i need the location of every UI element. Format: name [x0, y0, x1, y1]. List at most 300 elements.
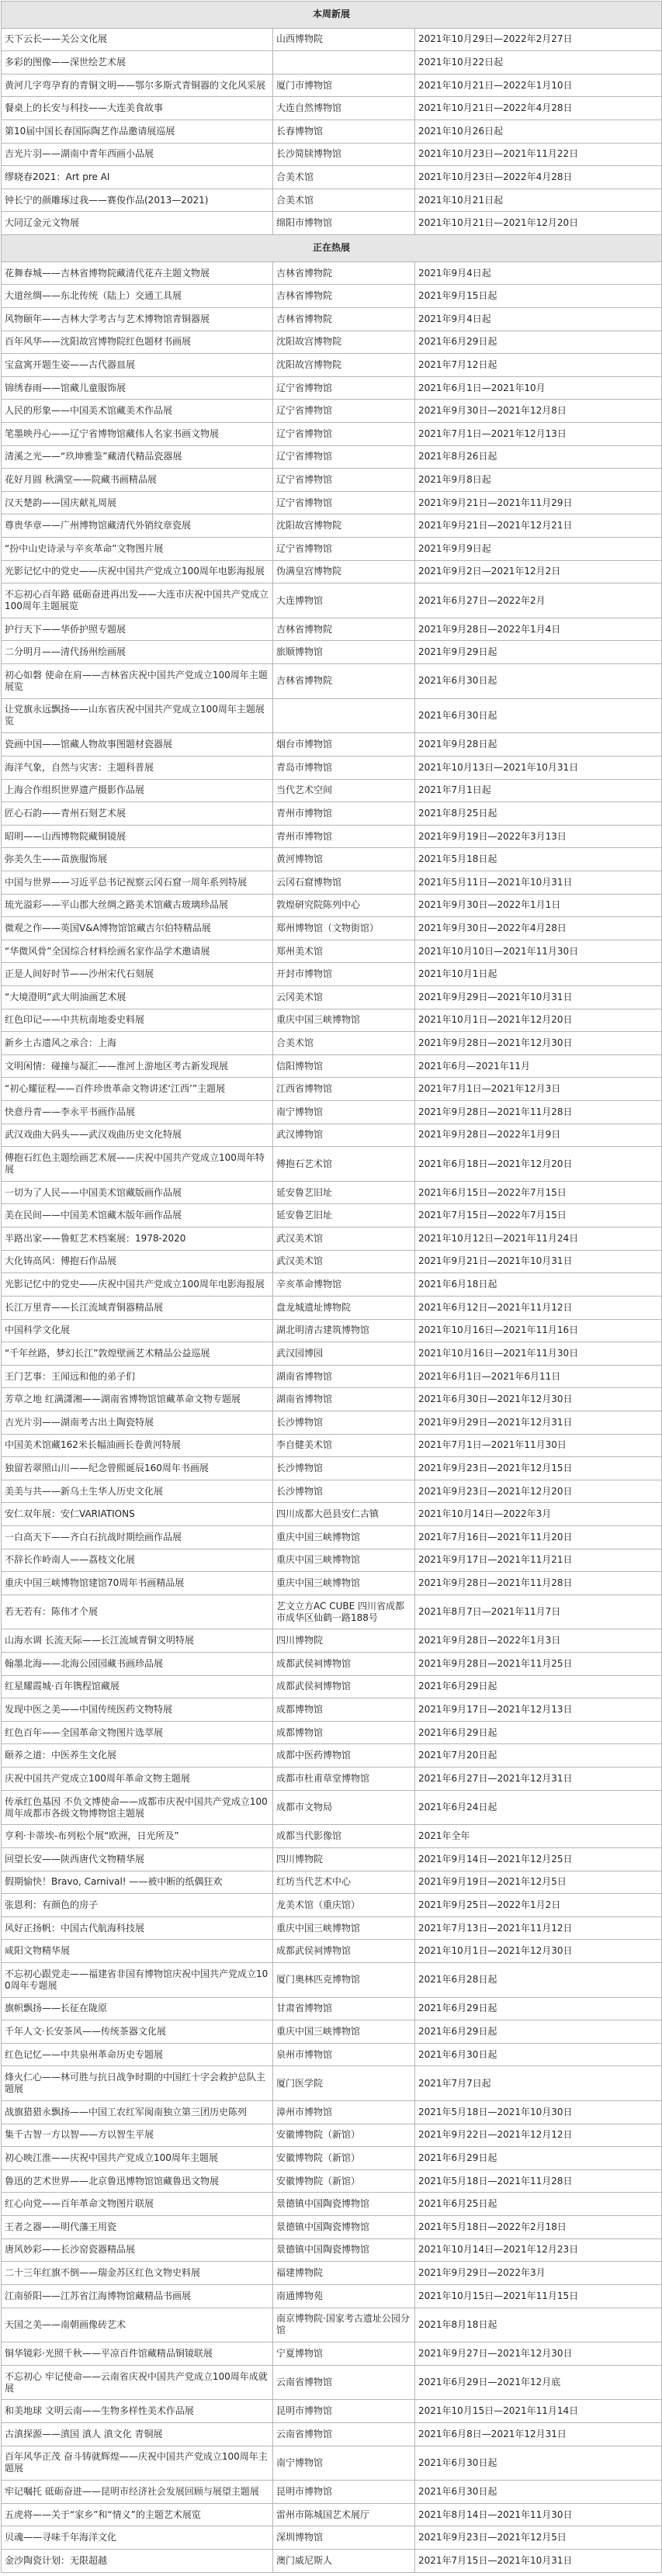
venue-cell: 旅顺博物馆	[273, 641, 415, 664]
exhibition-name-cell: “大境澄明”武大明油画艺术展	[2, 985, 273, 1009]
table-row	[2, 1653, 662, 1676]
date-range-cell: 2021年10月23日—2021年11月22日	[415, 143, 662, 166]
venue-cell: 重庆中国三峡博物馆	[273, 1009, 415, 1032]
venue-cell: 郑州美术馆	[273, 940, 415, 963]
exhibition-name-cell: 缪晓春2021：Art pre AI	[2, 166, 273, 189]
venue-cell: 吉林省博物院	[273, 307, 415, 331]
venue-cell: 成都武侯祠博物馆	[273, 1675, 415, 1698]
section-header-row	[2, 235, 662, 262]
date-range-cell: 2021年9月23日—2021年12月5日	[415, 2526, 662, 2550]
exhibition-table	[1, 1, 662, 2573]
date-range-cell: 2021年9月28日起	[415, 733, 662, 757]
table-row	[2, 1250, 662, 1273]
exhibition-name-cell: 尊贵华章——广州博物馆藏清代外销纹章瓷展	[2, 514, 273, 538]
venue-cell: 武汉美术馆	[273, 1227, 415, 1251]
venue-cell: 湖南省博物馆	[273, 1388, 415, 1411]
table-row	[2, 2101, 662, 2124]
date-range-cell: 2021年10月21日—2022年1月10日	[415, 74, 662, 97]
exhibition-name-cell: 王门艺事：王闻远和他的弟子们	[2, 1365, 273, 1388]
venue-cell: 成都博物馆	[273, 1721, 415, 1744]
table-row	[2, 143, 662, 166]
table-row	[2, 538, 662, 561]
venue-cell: 长沙博物馆	[273, 1411, 415, 1434]
exhibition-name-cell: 正是人间好时节——沙州宋代石刻展	[2, 963, 273, 986]
venue-cell: 成都市杜甫草堂博物馆	[273, 1768, 415, 1791]
table-row	[2, 189, 662, 212]
exhibition-name-cell: 百年风华正茂 奋斗铸就辉煌——庆祝中国共产党成立100周年主题展	[2, 2446, 273, 2481]
table-row	[2, 2342, 662, 2366]
table-row	[2, 1434, 662, 1457]
date-range-cell: 2021年9月21日—2021年11月29日	[415, 491, 662, 514]
date-range-cell: 2021年6月29日起	[415, 1675, 662, 1698]
venue-cell	[273, 698, 415, 733]
exhibition-name-cell: 文明闲情：碰撞与凝汇——淮河上游地区考古新发现展	[2, 1054, 273, 1078]
venue-cell: 盘龙城遗址博物院	[273, 1296, 415, 1319]
date-range-cell: 2021年9月30日—2022年4月28日	[415, 917, 662, 940]
venue-cell: 大连博物馆	[273, 583, 415, 618]
venue-cell: 南通博物苑	[273, 2284, 415, 2308]
table-row	[2, 560, 662, 583]
venue-cell: 四川博物院	[273, 1629, 415, 1653]
exhibition-name-cell: 千年人文·长安茶风——传统茶器文化展	[2, 2020, 273, 2044]
date-range-cell: 2021年9月4日起	[415, 261, 662, 285]
date-range-cell: 2021年6月27日—2021年12月31日	[415, 1768, 662, 1791]
venue-cell: 云冈石窟博物馆	[273, 871, 415, 894]
exhibition-name-cell: 花舞春城——吉林省博物院藏清代花卉主题文物展	[2, 261, 273, 285]
table-row	[2, 1227, 662, 1251]
venue-cell: 湖北明清古建筑博物馆	[273, 1319, 415, 1342]
section-header-row	[2, 2, 662, 29]
exhibition-name-cell: 江南骄阳——江苏省江海博物馆藏精品书画展	[2, 2284, 273, 2308]
venue-cell: 南宁博物馆	[273, 2446, 415, 2481]
venue-cell: 黄河博物馆	[273, 848, 415, 871]
venue-cell: 沈阳故宫博物院	[273, 331, 415, 354]
date-range-cell: 2021年9月15日起	[415, 285, 662, 308]
table-row	[2, 1962, 662, 1997]
table-row	[2, 756, 662, 779]
venue-cell: 南宁博物馆	[273, 1101, 415, 1124]
table-row	[2, 1101, 662, 1124]
exhibition-name-cell: 大道丝绸——东北传统（陆上）交通工具展	[2, 285, 273, 308]
exhibition-name-cell: 旗帜飘扬——长征在陇原	[2, 1997, 273, 2020]
exhibition-name-cell: 护行天下——华侨护照专题展	[2, 618, 273, 641]
date-range-cell: 2021年9月19日—2022年3月13日	[415, 825, 662, 848]
date-range-cell: 2021年10月12日—2021年11月24日	[415, 1227, 662, 1251]
date-range-cell: 2021年10月21日起	[415, 189, 662, 212]
date-range-cell: 2021年9月28日—2021年11月28日	[415, 1572, 662, 1595]
venue-cell: 长沙简牍博物馆	[273, 143, 415, 166]
table-row	[2, 1342, 662, 1366]
date-range-cell: 2021年9月28日—2022年1月9日	[415, 1124, 662, 1147]
table-row	[2, 2043, 662, 2066]
table-row	[2, 514, 662, 538]
date-range-cell: 2021年10月23日—2022年4月28日	[415, 166, 662, 189]
venue-cell: 李自健美术馆	[273, 1434, 415, 1457]
venue-cell: 烟台市博物馆	[273, 733, 415, 757]
venue-cell: 吉林省博物院	[273, 285, 415, 308]
venue-cell: 辽宁省博物馆	[273, 469, 415, 492]
table-row	[2, 583, 662, 618]
exhibition-name-cell: 瓷画中国——馆藏人物故事图题材瓷器展	[2, 733, 273, 757]
date-range-cell: 2021年5月11日—2021年10月31日	[415, 871, 662, 894]
exhibition-name-cell: “千年丝路，梦幻长江”敦煌壁画艺术精品公益巡展	[2, 1342, 273, 1366]
table-row	[2, 641, 662, 664]
venue-cell: 武汉美术馆	[273, 1250, 415, 1273]
table-row	[2, 779, 662, 802]
venue-cell: 成都博物馆	[273, 1698, 415, 1722]
date-range-cell: 2021年6月12日—2021年11月12日	[415, 1296, 662, 1319]
table-row	[2, 1594, 662, 1629]
date-range-cell: 2021年9月27日—2021年12月30日	[415, 2342, 662, 2366]
table-row	[2, 1273, 662, 1297]
table-row	[2, 940, 662, 963]
venue-cell: 延安鲁艺旧址	[273, 1181, 415, 1204]
date-range-cell: 2021年7月1日—2021年12月13日	[415, 422, 662, 445]
date-range-cell: 2021年6月15日—2022年7月15日	[415, 1181, 662, 1204]
date-range-cell: 2021年6月27日—2022年2月	[415, 583, 662, 618]
date-range-cell: 2021年9月23日—2021年12月20日	[415, 1480, 662, 1503]
date-range-cell: 2021年10月26日起	[415, 120, 662, 144]
exhibition-name-cell: 红色记忆——中共泉州革命历史专题展	[2, 2043, 273, 2066]
venue-cell: 南京博物院·国家考古遗址公园分馆	[273, 2308, 415, 2342]
venue-cell: 景德镇中国陶瓷博物馆	[273, 2216, 415, 2239]
date-range-cell: 2021年9月28日—2021年11月28日	[415, 1101, 662, 1124]
table-row	[2, 1365, 662, 1388]
date-range-cell: 2021年6月1日—2021年10月	[415, 376, 662, 400]
date-range-cell: 2021年6月30日—2021年12月30日	[415, 1388, 662, 1411]
date-range-cell: 2021年9月25日—2022年1月2日	[415, 1894, 662, 1917]
exhibition-name-cell: 钟长宁的颜雕琢过我——赛俊作品(2013—2021)	[2, 189, 273, 212]
exhibition-name-cell: 传承红色基因 不负文博使命——成都市庆祝中国共产党成立100周年成都市各级文物博物馆主题展	[2, 1790, 273, 1825]
venue-cell: 辽宁省博物馆	[273, 400, 415, 423]
venue-cell: 艺文立方AC CUBE 四川省成都市成华区仙鹤一路188号	[273, 1594, 415, 1629]
venue-cell: 辽宁省博物馆	[273, 491, 415, 514]
table-row	[2, 1744, 662, 1768]
date-range-cell: 2021年7月16日—2021年11月20日	[415, 1526, 662, 1549]
date-range-cell: 2021年5月18日—2021年10月30日	[415, 2101, 662, 2124]
date-range-cell: 2021年9月30日—2022年1月1日	[415, 894, 662, 917]
exhibition-name-cell: 宝盒寓开题生姿——古代器皿展	[2, 354, 273, 377]
exhibition-name-cell: 重庆中国三峡博物馆建馆70周年书画精品展	[2, 1572, 273, 1595]
date-range-cell: 2021年10月21日—2022年4月28日	[415, 97, 662, 120]
date-range-cell: 2021年6月29日—2021年12月底	[415, 2365, 662, 2400]
date-range-cell: 2021年8月25日起	[415, 802, 662, 826]
exhibition-name-cell: 半路出家——鲁虹艺术档案展：1978-2020	[2, 1227, 273, 1251]
venue-cell: 辽宁省博物馆	[273, 538, 415, 561]
exhibition-name-cell: 战旗猎猎永飘扬——中国工农红军闽南独立第三团历史陈列	[2, 2101, 273, 2124]
date-range-cell: 2021年6月8日—2021年12月31日	[415, 2422, 662, 2446]
exhibition-name-cell: 美美与共——新乌土生华人历史文化展	[2, 1480, 273, 1503]
date-range-cell: 2021年10月14日—2022年3月	[415, 1503, 662, 1526]
table-row	[2, 1078, 662, 1101]
venue-cell: 重庆中国三峡博物馆	[273, 2020, 415, 2044]
table-row	[2, 491, 662, 514]
exhibition-name-cell: 二十三年红旗不倒——瑞金苏区红色文物史料展	[2, 2262, 273, 2285]
venue-cell: 重庆中国三峡博物馆	[273, 1916, 415, 1940]
date-range-cell: 2021年6月30日起	[415, 2446, 662, 2481]
venue-cell: 青州市博物馆	[273, 825, 415, 848]
table-row	[2, 2193, 662, 2216]
exhibition-name-cell: 回望长安——陕西唐代文物精华展	[2, 1847, 273, 1871]
table-row	[2, 1388, 662, 1411]
venue-cell: 辛亥革命博物馆	[273, 1273, 415, 1297]
table-row	[2, 1847, 662, 1871]
exhibition-name-cell: 不辞长作岭南人——荔枝文化展	[2, 1549, 273, 1572]
venue-cell: 成都武侯祠博物馆	[273, 1940, 415, 1963]
table-row	[2, 2526, 662, 2550]
section-title: 本周新展	[2, 2, 662, 29]
table-row	[2, 1526, 662, 1549]
date-range-cell: 2021年10月15日—2021年11月15日	[415, 2284, 662, 2308]
table-row	[2, 2262, 662, 2285]
venue-cell: 漳州市博物馆	[273, 2101, 415, 2124]
table-row	[2, 1629, 662, 1653]
table-row	[2, 1296, 662, 1319]
date-range-cell: 2021年5月18日起	[415, 848, 662, 871]
exhibition-name-cell: 张恩利：有颜色的房子	[2, 1894, 273, 1917]
date-range-cell: 2021年8月14日—2021年11月30日	[415, 2503, 662, 2526]
exhibition-name-cell: 大同辽金元文物展	[2, 212, 273, 235]
date-range-cell: 2021年8月18日起	[415, 2308, 662, 2342]
exhibition-name-cell: 古滇探源——滇国 滇人 滇文化 青铜展	[2, 2422, 273, 2446]
date-range-cell: 2021年全年	[415, 1825, 662, 1848]
venue-cell: 青岛市博物馆	[273, 756, 415, 779]
date-range-cell: 2021年7月1日—2021年12月3日	[415, 1078, 662, 1101]
venue-cell: 福建博物院	[273, 2262, 415, 2285]
table-row	[2, 1411, 662, 1434]
table-row	[2, 1204, 662, 1227]
venue-cell: 江西省博物馆	[273, 1078, 415, 1101]
venue-cell: 吉林省博物院	[273, 664, 415, 699]
table-row	[2, 166, 662, 189]
table-row	[2, 2066, 662, 2101]
date-range-cell: 2021年5月18日—2022年2月18日	[415, 2216, 662, 2239]
venue-cell: 四川博物院	[273, 1847, 415, 1871]
venue-cell: 安徽博物院（新馆）	[273, 2147, 415, 2170]
venue-cell: 山西博物院	[273, 28, 415, 51]
exhibition-name-cell: 上海合作组织世界遗产摄影作品展	[2, 779, 273, 802]
exhibition-name-cell: 唐风妙彩——长沙窑瓷器精品展	[2, 2238, 273, 2262]
exhibition-name-cell: 庆祝中国共产党成立100周年革命文物主题展	[2, 1768, 273, 1791]
exhibition-name-cell: 贝魂——寻味千年海洋文化	[2, 2526, 273, 2550]
venue-cell: 延安鲁艺旧址	[273, 1204, 415, 1227]
exhibition-name-cell: 红星耀霞城·百年镌程馆藏展	[2, 1675, 273, 1698]
venue-cell: 成都当代影像馆	[273, 1825, 415, 1848]
date-range-cell: 2021年7月1日—2021年11月30日	[415, 1434, 662, 1457]
venue-cell: 厦门奥林匹克博物馆	[273, 1962, 415, 1997]
table-row	[2, 2238, 662, 2262]
venue-cell: 绵阳市博物馆	[273, 212, 415, 235]
date-range-cell: 2021年10月14日—2021年12月23日	[415, 2238, 662, 2262]
venue-cell: 泉州市博物馆	[273, 2043, 415, 2066]
date-range-cell: 2021年6月25日起	[415, 2193, 662, 2216]
table-row	[2, 1054, 662, 1078]
exhibition-name-cell: 初心如磐 使命在肩——吉林省庆祝中国共产党成立100周年主题展览	[2, 664, 273, 699]
venue-cell: 重庆中国三峡博物馆	[273, 1572, 415, 1595]
exhibition-name-cell: 不忘初心 牢记使命——云南省庆祝中国共产党成立100周年成就展	[2, 2365, 273, 2400]
table-row	[2, 1790, 662, 1825]
date-range-cell: 2021年6月30日起	[415, 2481, 662, 2504]
exhibition-name-cell: 不忘初心百年路 砥砺奋进再出发——大连市庆祝中国共产党成立100周年主题展览	[2, 583, 273, 618]
exhibition-name-cell: 铜华镜彩·光照千秋——平凉百件馆藏精品铜镜联展	[2, 2342, 273, 2366]
exhibition-name-cell: 王者之器——明代藩王用瓷	[2, 2216, 273, 2239]
table-row	[2, 1825, 662, 1848]
table-row	[2, 985, 662, 1009]
date-range-cell: 2021年5月18日—2021年11月28日	[415, 2169, 662, 2193]
date-range-cell: 2021年6月1日—2021年6月11日	[415, 1365, 662, 1388]
exhibition-name-cell: 第10届中国长春国际陶艺作品邀请展巡展	[2, 120, 273, 144]
table-row	[2, 331, 662, 354]
date-range-cell: 2021年9月21日—2021年12月21日	[415, 514, 662, 538]
exhibition-name-cell: 匠心石韵——青州石刻艺术展	[2, 802, 273, 826]
section-title: 正在热展	[2, 235, 662, 262]
exhibition-name-cell: 和美地球 文明云南——生物多样性美术作品展	[2, 2400, 273, 2423]
date-range-cell: 2021年6月28日起	[415, 1962, 662, 1997]
table-row	[2, 2020, 662, 2044]
exhibition-name-cell: 烽火仁心——林可胜与抗日战争时期的中国红十字会救护总队主题展	[2, 2066, 273, 2101]
date-range-cell: 2021年9月9日起	[415, 538, 662, 561]
table-row	[2, 2422, 662, 2446]
table-row	[2, 445, 662, 469]
exhibition-name-cell: 琉光溢彩——平山郡大丝绸之路美术馆藏古玻璃珍品展	[2, 894, 273, 917]
exhibition-name-cell: 笔墨映丹心——辽宁省博物馆藏伟人名家书画文物展	[2, 422, 273, 445]
table-row	[2, 2400, 662, 2423]
exhibition-name-cell: 翰墨北海——北海公园园藏书画珍品展	[2, 1653, 273, 1676]
exhibition-name-cell: 百年风华——沈阳故宫博物院红色题材书画展	[2, 331, 273, 354]
date-range-cell: 2021年7月20日起	[415, 1744, 662, 1768]
table-row	[2, 1032, 662, 1055]
venue-cell: 吉林省博物院	[273, 261, 415, 285]
table-row	[2, 400, 662, 423]
venue-cell: 重庆中国三峡博物馆	[273, 1526, 415, 1549]
exhibition-name-cell: “初心耀征程——百件珍贵革命文物讲述‘江西’”主题展	[2, 1078, 273, 1101]
table-row	[2, 963, 662, 986]
date-range-cell: 2021年9月17日—2021年12月13日	[415, 1698, 662, 1722]
table-row	[2, 2216, 662, 2239]
date-range-cell: 2021年7月1日起	[415, 779, 662, 802]
venue-cell: 厦门市博物馆	[273, 74, 415, 97]
table-row	[2, 2549, 662, 2572]
venue-cell: 信阳博物馆	[273, 1054, 415, 1078]
venue-cell: 成都中医药博物馆	[273, 1744, 415, 1768]
venue-cell: 长春博物馆	[273, 120, 415, 144]
table-row	[2, 1698, 662, 1722]
exhibition-name-cell: 假期愉快！Bravo, Carnival! ——被中断的纸偶狂欢	[2, 1871, 273, 1894]
exhibition-name-cell: 吉光片羽——湖南考古出土陶瓷特展	[2, 1411, 273, 1434]
table-row	[2, 51, 662, 74]
venue-cell: 红坊当代艺术中心	[273, 1871, 415, 1894]
exhibition-name-cell: 金沙陶瓷计划：无限超越	[2, 2549, 273, 2572]
table-row	[2, 917, 662, 940]
table-row	[2, 1894, 662, 1917]
date-range-cell: 2021年6月30日起	[415, 698, 662, 733]
venue-cell	[273, 51, 415, 74]
venue-cell: 吉林省博物院	[273, 618, 415, 641]
exhibition-name-cell: 山海水调 长流天际——长江流域青铜文明特展	[2, 1629, 273, 1653]
exhibition-name-cell: 中国科学文化展	[2, 1319, 273, 1342]
venue-cell: 长沙博物馆	[273, 1480, 415, 1503]
date-range-cell: 2021年9月28日—2022年1月3日	[415, 1629, 662, 1653]
table-row	[2, 120, 662, 144]
date-range-cell: 2021年9月21日—2021年10月31日	[415, 1250, 662, 1273]
table-row	[2, 97, 662, 120]
venue-cell: 龙美术馆（重庆馆）	[273, 1894, 415, 1917]
date-range-cell: 2021年9月30日—2021年12月8日	[415, 400, 662, 423]
venue-cell: 武汉博物馆	[273, 1124, 415, 1147]
exhibition-name-cell: 中国与世界——习近平总书记视察云冈石窟一周年系列特展	[2, 871, 273, 894]
venue-cell: 云冈美术馆	[273, 985, 415, 1009]
date-range-cell: 2021年10月29日—2022年2月27日	[415, 28, 662, 51]
exhibition-name-cell: 安仁双年展：安仁VARIATIONS	[2, 1503, 273, 1526]
venue-cell: 合美术馆	[273, 1032, 415, 1055]
date-range-cell: 2021年9月17日—2021年11月21日	[415, 1549, 662, 1572]
exhibition-name-cell: 长江万里青——长江流域青铜器精品展	[2, 1296, 273, 1319]
venue-cell: 湖南省博物馆	[273, 1365, 415, 1388]
venue-cell: 长沙博物馆	[273, 1457, 415, 1480]
venue-cell: 澳门威尼斯人	[273, 2549, 415, 2572]
exhibition-name-cell: 二分明月——清代扬州绘画展	[2, 641, 273, 664]
venue-cell: 合美术馆	[273, 189, 415, 212]
exhibition-name-cell: 光影记忆中的党史——庆祝中国共产党成立100周年电影海报展	[2, 1273, 273, 1297]
exhibition-name-cell: 发现中医之美——中国传统医药文物特展	[2, 1698, 273, 1722]
table-row	[2, 422, 662, 445]
date-range-cell: 2021年10月10日—2021年11月30日	[415, 940, 662, 963]
venue-cell: 辽宁省博物馆	[273, 376, 415, 400]
exhibition-name-cell: 锦绣春雨——馆藏儿童服饰展	[2, 376, 273, 400]
venue-cell: 景德镇中国陶瓷博物馆	[273, 2238, 415, 2262]
table-row	[2, 2503, 662, 2526]
venue-cell: 当代艺术空间	[273, 779, 415, 802]
table-row	[2, 2365, 662, 2400]
exhibition-name-cell: 牢记嘱托 砥砺奋进——昆明市经济社会发展回顾与展望主题展	[2, 2481, 273, 2504]
venue-cell: 安徽博物院（新馆）	[273, 2124, 415, 2147]
date-range-cell: 2021年9月29日起	[415, 641, 662, 664]
date-range-cell: 2021年9月8日起	[415, 469, 662, 492]
exhibition-name-cell: 红心向党——百年革命文物图片联展	[2, 2193, 273, 2216]
exhibition-name-cell: 吉光片羽——湖南中青年西画小品展	[2, 143, 273, 166]
table-row	[2, 871, 662, 894]
venue-cell: 合美术馆	[273, 166, 415, 189]
date-range-cell: 2021年6月18日起	[415, 1273, 662, 1297]
exhibition-name-cell: 傅抱石红色主题绘画艺术展——庆祝中国共产党成立100周年特展	[2, 1147, 273, 1182]
venue-cell: 成都市文物局	[273, 1790, 415, 1825]
exhibition-name-cell: 红色百年——全国革命文物图片选萃展	[2, 1721, 273, 1744]
venue-cell: 开封市博物馆	[273, 963, 415, 986]
table-row	[2, 1457, 662, 1480]
table-row	[2, 618, 662, 641]
date-range-cell: 2021年9月29日—2021年10月31日	[415, 985, 662, 1009]
table-row	[2, 1675, 662, 1698]
exhibition-name-cell: 颐养之道：中医养生文化展	[2, 1744, 273, 1768]
exhibition-name-cell: 若无若有：陈伟才个展	[2, 1594, 273, 1629]
table-row	[2, 2308, 662, 2342]
table-row	[2, 2284, 662, 2308]
exhibition-name-cell: 汉天楚韵——国庆献礼周展	[2, 491, 273, 514]
exhibition-name-cell: 红色印记——中共杭南地委史料展	[2, 1009, 273, 1032]
table-row	[2, 1503, 662, 1526]
date-range-cell: 2021年10月16日—2021年11月16日	[415, 1319, 662, 1342]
table-row	[2, 1997, 662, 2020]
venue-cell: 昆明市博物馆	[273, 2400, 415, 2423]
table-row	[2, 354, 662, 377]
exhibition-name-cell: 新乡土古遗风之承合：上海	[2, 1032, 273, 1055]
date-range-cell: 2021年6月29日起	[415, 2147, 662, 2170]
date-range-cell: 2021年6月29日起	[415, 1997, 662, 2020]
table-row	[2, 376, 662, 400]
table-row	[2, 1721, 662, 1744]
venue-cell: 四川成都大邑县安仁古镇	[273, 1503, 415, 1526]
date-range-cell: 2021年10月16日—2021年11月30日	[415, 1342, 662, 1366]
